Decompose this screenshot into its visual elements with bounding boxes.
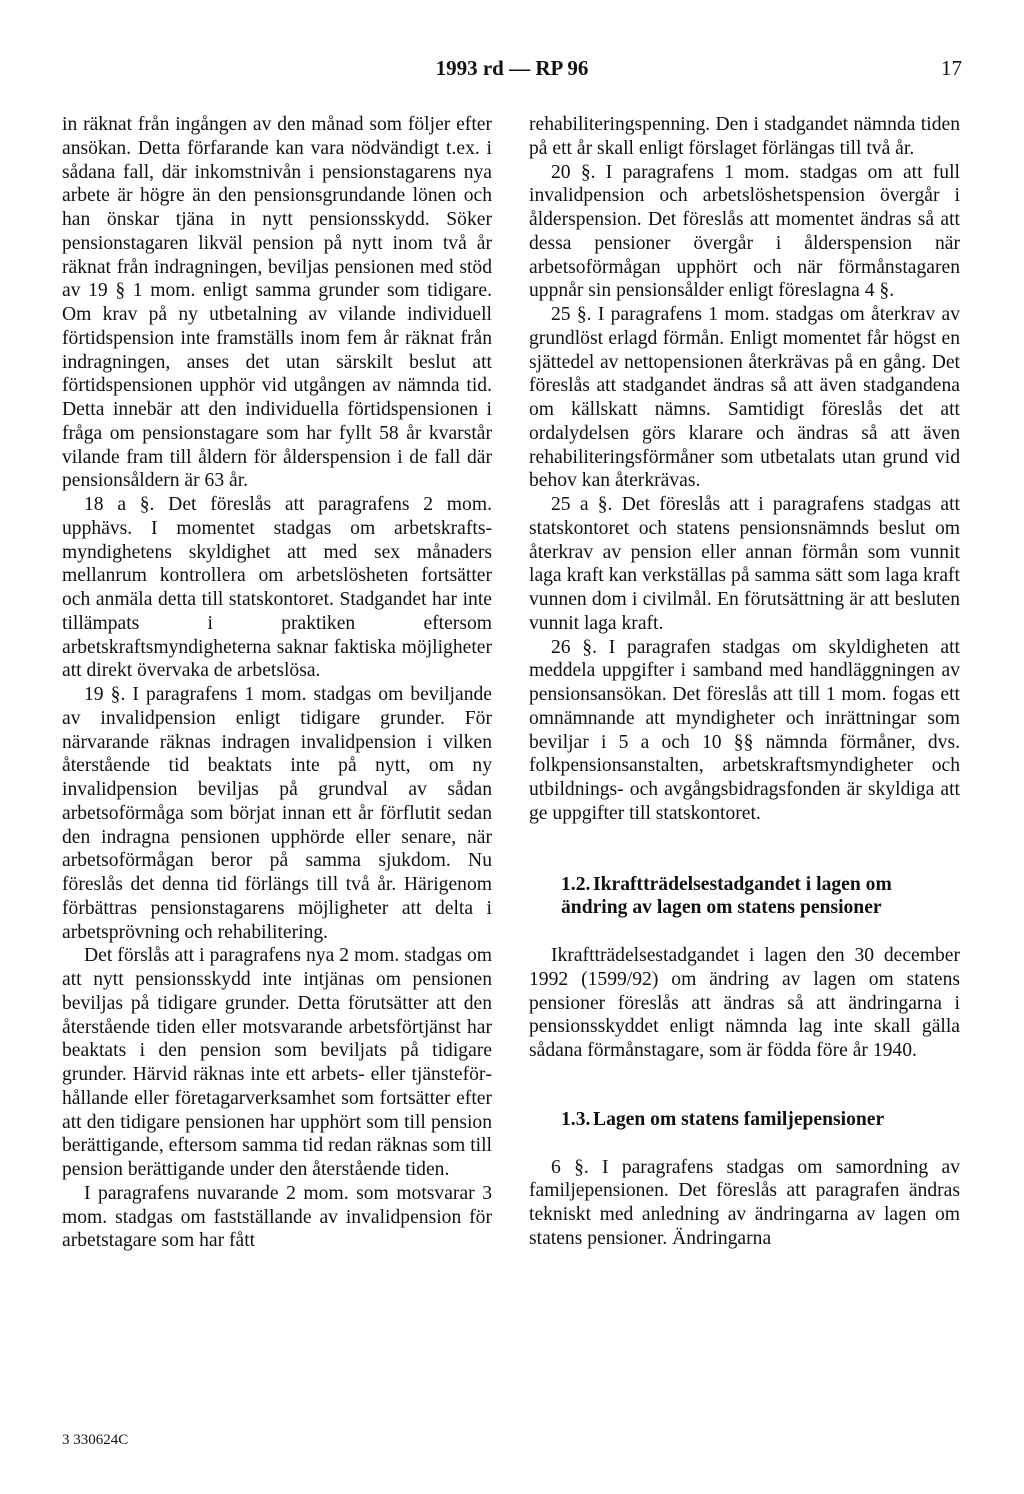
paragraph: 26 §. I paragrafen stadgas om skyldigheten att meddela uppgifter i samband med handläggningen av pensionsansökan. Det föreslås att till 1 mom. fogas ett omnämnande att myndigheter och inrättningar som beviljar i 5 a och 10 §§ nämnda förmåner, dvs. folkpensionsanstalten, arbetskraftsmyndigheter och utbildnings- och avgångsbidragsfonden är skyldiga att ge uppgifter till statskontoret.	[529, 636, 960, 824]
section-heading	[529, 1108, 960, 1132]
section-title: Lagen om statens familjepensioner	[593, 1108, 885, 1130]
paragraph: in räknat från ingången av den månad som följer efter ansökan. Detta förfarande kan vara nödvändigt t.ex. i sådana fall, där inkomstnivån i pensionstagarens nya arbete är högre än den pensionsgrundande lönen och han önskar tjäna in nytt pensionsskydd. Söker pensionstagaren likväl pension på nytt inom två år räknat från indragningen, beviljas pensionen med stöd av 19 § 1 mom. enligt samma grunder som tidigare. Om krav på ny utbetalning av vilande individuell förtidspension inte framställs inom fem år räknat från indragningen, anses det utan särskilt beslut att förtidspensionen upphör vid utgången av nämnda tid. Detta innebär att den individuella förtidspensionen i fråga om pensionstagare som har fyllt 58 år kvarstår vilande fram till åldern för ålderspension i de fall där pensionsåldern är 63 år.	[62, 114, 492, 492]
paragraph: rehabiliteringspenning. Den i stadgandet nämnda tiden på ett år skall enligt förslaget förlängas till två år.	[529, 114, 960, 159]
page-number: 17	[941, 56, 962, 80]
left-column	[62, 113, 492, 1253]
spacer	[529, 1132, 960, 1156]
paragraph: 18 a §. Det föreslås att paragrafens 2 mom. upphävs. I momentet stadgas om arbetskraftsmyndighetens skyldighet att med sex månaders mellanrum kontrollera om arbetslösheten fortsätter och anmäla detta till statskontoret. Stadgandet har inte tillämpats i praktiken eftersom arbetskraftsmyndigheterna saknar faktiska möjligheter att direkt övervaka de arbetslösa.	[62, 494, 492, 682]
running-header: 1993 rd — RP 96	[435, 56, 589, 80]
spacer	[529, 1063, 960, 1108]
section-title: Ikraftträdelsestadgandet i lagen om ändring av lagen om statens pensioner	[561, 873, 892, 919]
print-code: 3 330624C	[62, 1432, 129, 1448]
spacer	[529, 920, 960, 944]
right-column	[529, 113, 960, 1251]
paragraph: 20 §. I paragrafens 1 mom. stadgas om att full invalidpension och arbetslöshetspension övergår i ålderspension. Det föreslås att momentet ändras så att dessa pensioner övergår i ålderspension när arbetsoförmågan upphört och när förmånstagaren uppnår sin pensionsålder enligt föreslagna 4 §.	[529, 161, 960, 302]
paragraph: 25 a §. Det föreslås att i paragrafens stadgas att statskontoret och statens pensionsnämnds beslut om återkrav av pension eller annan förmån som vunnit laga kraft kan verkställas på samma sätt som laga kraft vunnen dom i civilmål. En förutsättning är att besluten vunnit laga kraft.	[529, 494, 960, 634]
spacer	[529, 826, 960, 873]
paragraph: I paragrafens nuvarande 2 mom. som motsvarar 3 mom. stadgas om fastställande av invalidpension för arbetstagare som har fått	[62, 1182, 492, 1252]
paragraph: 6 §. I paragrafens stadgas om samordning av familjepensionen. Det föreslås att paragrafen ändras tekniskt med anledning av ändringarna av lagen om statens pensioner. Ändringarna	[529, 1156, 960, 1249]
paragraph: 19 §. I paragrafens 1 mom. stadgas om beviljande av invalidpension enligt tidigare grunder. För närvarande räknas indragen invalidpension i vilken återstående tid beaktats inte på nytt, om ny invalidpension beviljas på grundval av sådan arbetsoförmåga som börjat innan ett år förflutit sedan den indragna pensionen upphörde eller senare, när arbetsoförmågan beror på samma sjukdom. Nu föreslås det denna tid förlängs till två år. Härigenom förbättras pensionstagarens möjligheter att delta i arbetsprövning och rehabilitering.	[62, 684, 492, 943]
section-heading	[529, 873, 960, 921]
section-number: 1.3.	[561, 1108, 591, 1130]
paragraph: Ikraftträdelsestadgandet i lagen den 30 december 1992 (1599/92) om ändring av lagen om statens pensioner föreslås att ändras så att ändringarna i pensionsskyddet enligt nämnda lag inte skall gälla sådana förmånstagare, som är födda före år 1940.	[529, 945, 960, 1061]
paragraph: 25 §. I paragrafens 1 mom. stadgas om återkrav av grundlöst erlagd förmån. Enligt momentet får högst en sjättedel av nettopensionen återkrävas på en gång. Det föreslås att stadgandet ändras så att även stadgandena om källskatt nämns. Samtidigt föreslås det att ordalydelsen görs klarare och ändras så att även rehabiliteringsförmåner som utbetalats utan grund vid behov kan återkrävas.	[529, 304, 960, 492]
section-number: 1.2.	[561, 873, 591, 895]
paragraph: Det förslås att i paragrafens nya 2 mom. stadgas om att nytt pensionsskydd inte intjänas om pensionen beviljas på tidigare grunder. Detta förutsätter att den återstående tiden eller motsvarande arbetsförtjänst har beaktats i den pension som beviljats på tidigare grunder. Härvid räknas inte ett arbets- eller tjänsteförhållande eller företagarverksamhet som fortsätter efter att den tidigare pensionen har upphört som till pension berättigande, eftersom samma tid redan räknas som till pension berättigande under den återstående tiden.	[62, 945, 492, 1180]
